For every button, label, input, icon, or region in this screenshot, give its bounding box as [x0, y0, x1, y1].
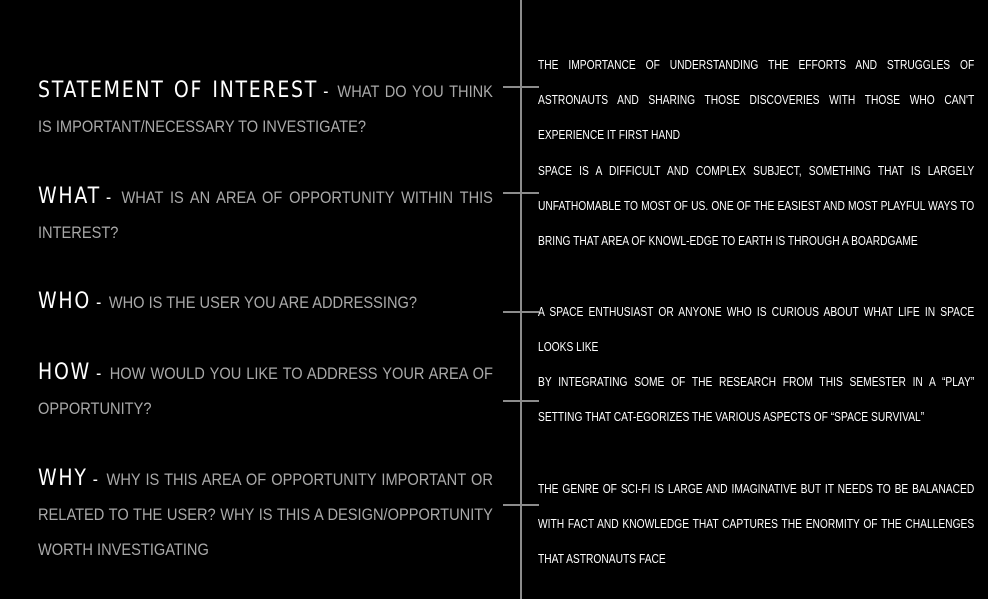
statement-of-interest-prompt — [38, 73, 493, 144]
vertical-timeline-line — [520, 0, 522, 599]
who-question: WHO IS THE USER YOU ARE ADDRESSING? — [108, 293, 418, 312]
heading-separator: - — [92, 469, 98, 489]
heading-separator: - — [323, 81, 329, 101]
why-heading: WHY — [38, 466, 88, 491]
how-question: HOW WOULD YOU LIKE TO ADDRESS YOUR AREA OF OPPORTUNITY? — [38, 364, 493, 418]
what-question: WHAT IS AN AREA OF OPPORTUNITY WITHIN THIS INTEREST? — [38, 188, 493, 242]
connector-statement-of-interest — [503, 86, 539, 88]
what-heading: WHAT — [38, 184, 101, 209]
heading-separator: - — [96, 292, 102, 312]
what-answer: SPACE IS A DIFFICULT AND COMPLEX SUBJECT, SOMETHING THAT IS LARGELY UNFATHOMABLE TO MOST OF US. ONE OF THE EASIEST AND MOST PLAYFUL WAYS TO BRING THAT AREA OF KNOWL-EDGE TO EARTH IS THROUGH A BOARDGAME — [538, 164, 975, 248]
why-question: WHY IS THIS AREA OF OPPORTUNITY IMPORTANT OR RELATED TO THE USER? WHY IS THIS A DESIGN/OPPORTUNITY WORTH INVESTIGATING — [38, 470, 493, 559]
who-answer: A SPACE ENTHUSIAST OR ANYONE WHO IS CURIOUS ABOUT WHAT LIFE IN SPACE LOOKS LIKE — [538, 305, 975, 354]
statement-of-interest-answer: THE IMPORTANCE OF UNDERSTANDING THE EFFORTS AND STRUGGLES OF ASTRONAUTS AND SHARING THOSE DISCOVERIES WITH THOSE WHO CAN'T EXPERIENCE IT FIRST HAND — [538, 58, 975, 142]
what-prompt — [38, 179, 493, 250]
how-heading: HOW — [38, 360, 91, 385]
how-answer: BY INTEGRATING SOME OF THE RESEARCH FROM THIS SEMESTER IN A “PLAY” SETTING THAT CAT-EGORIZES THE VARIOUS ASPECTS OF “SPACE SURVIVAL” — [538, 375, 975, 424]
connector-what — [503, 192, 539, 194]
who-heading: WHO — [38, 289, 91, 314]
why-prompt — [38, 461, 493, 567]
heading-separator: - — [96, 363, 102, 383]
how-prompt — [38, 355, 493, 426]
connector-why — [503, 504, 539, 506]
why-answer: THE GENRE OF SCI-FI IS LARGE AND IMAGINATIVE BUT IT NEEDS TO BE BALANACED WITH FACT AND KNOWLEDGE THAT CAPTURES THE ENORMITY OF THE CHALLENGES THAT ASTRONAUTS FACE — [538, 482, 975, 566]
connector-who — [503, 311, 539, 313]
connector-how — [503, 400, 539, 402]
heading-separator: - — [106, 187, 112, 207]
statement-of-interest-question: WHAT DO YOU THINK IS IMPORTANT/NECESSARY TO INVESTIGATE? — [38, 82, 493, 136]
statement-of-interest-heading: STATEMENT OF INTEREST — [38, 78, 319, 103]
who-prompt — [38, 284, 493, 320]
